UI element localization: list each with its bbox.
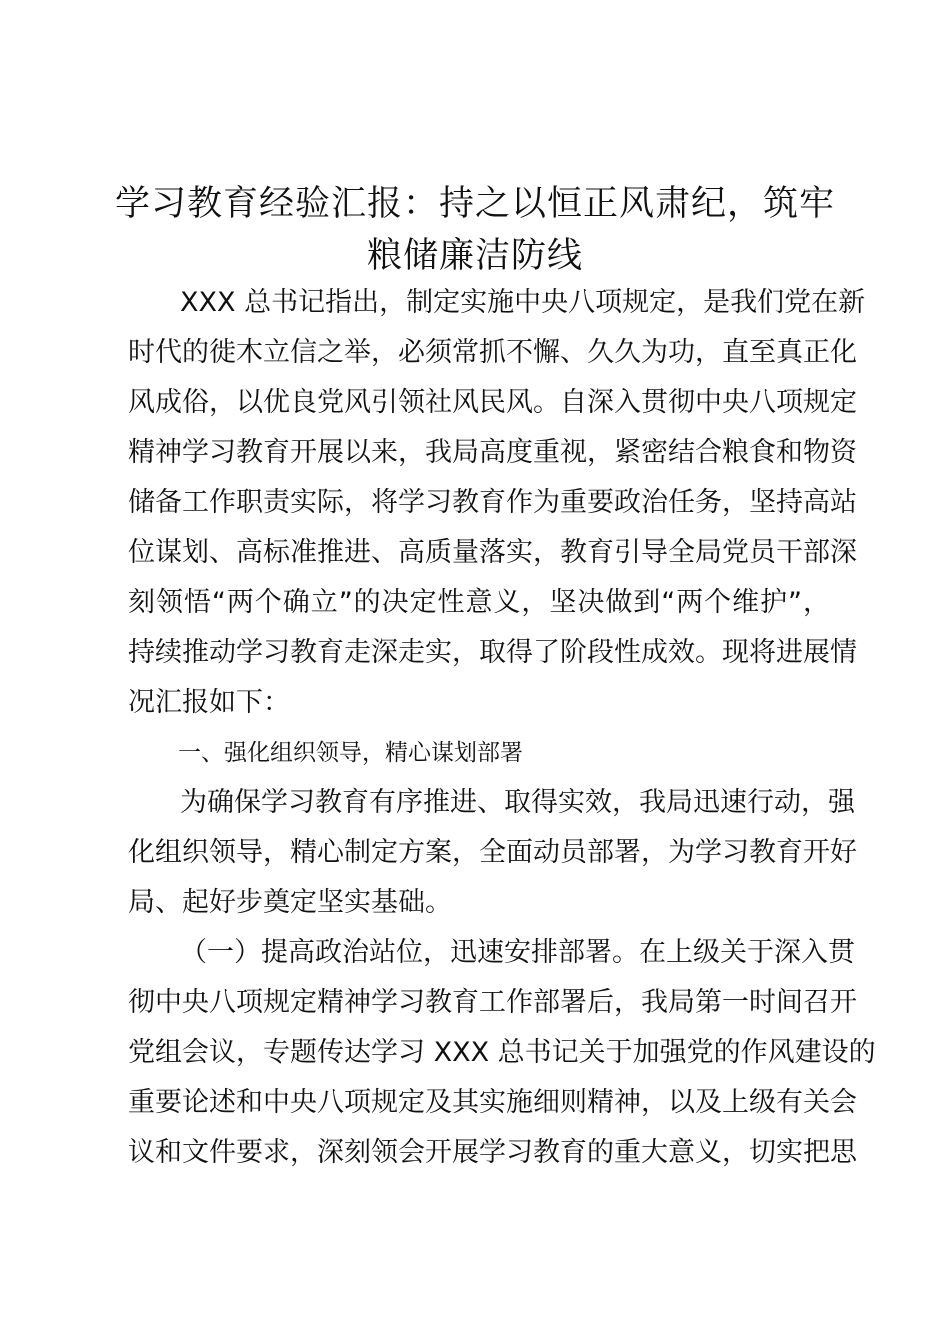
text-line: 重要论述和中央八项规定及其实施细则精神，以及上级有关会 xyxy=(128,1087,857,1118)
text-line: 风成俗，以优良党风引领社风民风。自深入贯彻中央八项规定 xyxy=(128,387,857,418)
section-heading: 一、强化组织领导，精心谋划部署 xyxy=(178,740,523,766)
text-line: 为确保学习教育有序推进、取得实效，我局迅速行动，强 xyxy=(180,787,855,818)
document-title xyxy=(110,178,840,282)
text-line: 彻中央八项规定精神学习教育工作部署后，我局第一时间召开 xyxy=(128,987,857,1018)
text-line: 持续推动学习教育走深走实，取得了阶段性成效。现将进展情 xyxy=(128,637,857,668)
text-line: 况汇报如下： xyxy=(128,687,290,718)
text-line: 议和文件要求，深刻领会开展学习教育的重大意义，切实把思 xyxy=(128,1137,857,1168)
paragraph-intro xyxy=(128,278,866,728)
text-line: （一）提高政治站位，迅速安排部署。在上级关于深入贯 xyxy=(180,937,855,968)
document-body xyxy=(128,278,876,1178)
title-line: 学习教育经验汇报：持之以恒正风肃纪，筑牢 xyxy=(114,184,835,224)
title-line: 粮储廉洁防线 xyxy=(366,236,583,276)
text-line: 局、起好步奠定坚实基础。 xyxy=(128,887,452,918)
text-line: 位谋划、高标准推进、高质量落实，教育引导全局党员干部深 xyxy=(128,537,857,568)
text-line: 刻领悟“两个确立”的决定性意义，坚决做到“两个维护”， xyxy=(128,587,830,618)
text-line: 化组织领导，精心制定方案，全面动员部署，为学习教育开好 xyxy=(128,837,857,868)
text-line: 精神学习教育开展以来，我局高度重视，紧密结合粮食和物资 xyxy=(128,437,857,468)
text-line: XXX 总书记指出，制定实施中央八项规定，是我们党在新 xyxy=(180,287,866,318)
paragraph-subsection1 xyxy=(128,928,876,1178)
text-line: 时代的徙木立信之举，必须常抓不懈、久久为功，直至真正化 xyxy=(128,337,857,368)
paragraph-section1-intro xyxy=(128,778,857,928)
text-line: 党组会议，专题传达学习 XXX 总书记关于加强党的作风建设的 xyxy=(128,1037,876,1068)
text-line: 储备工作职责实际，将学习教育作为重要政治任务，坚持高站 xyxy=(128,487,857,518)
